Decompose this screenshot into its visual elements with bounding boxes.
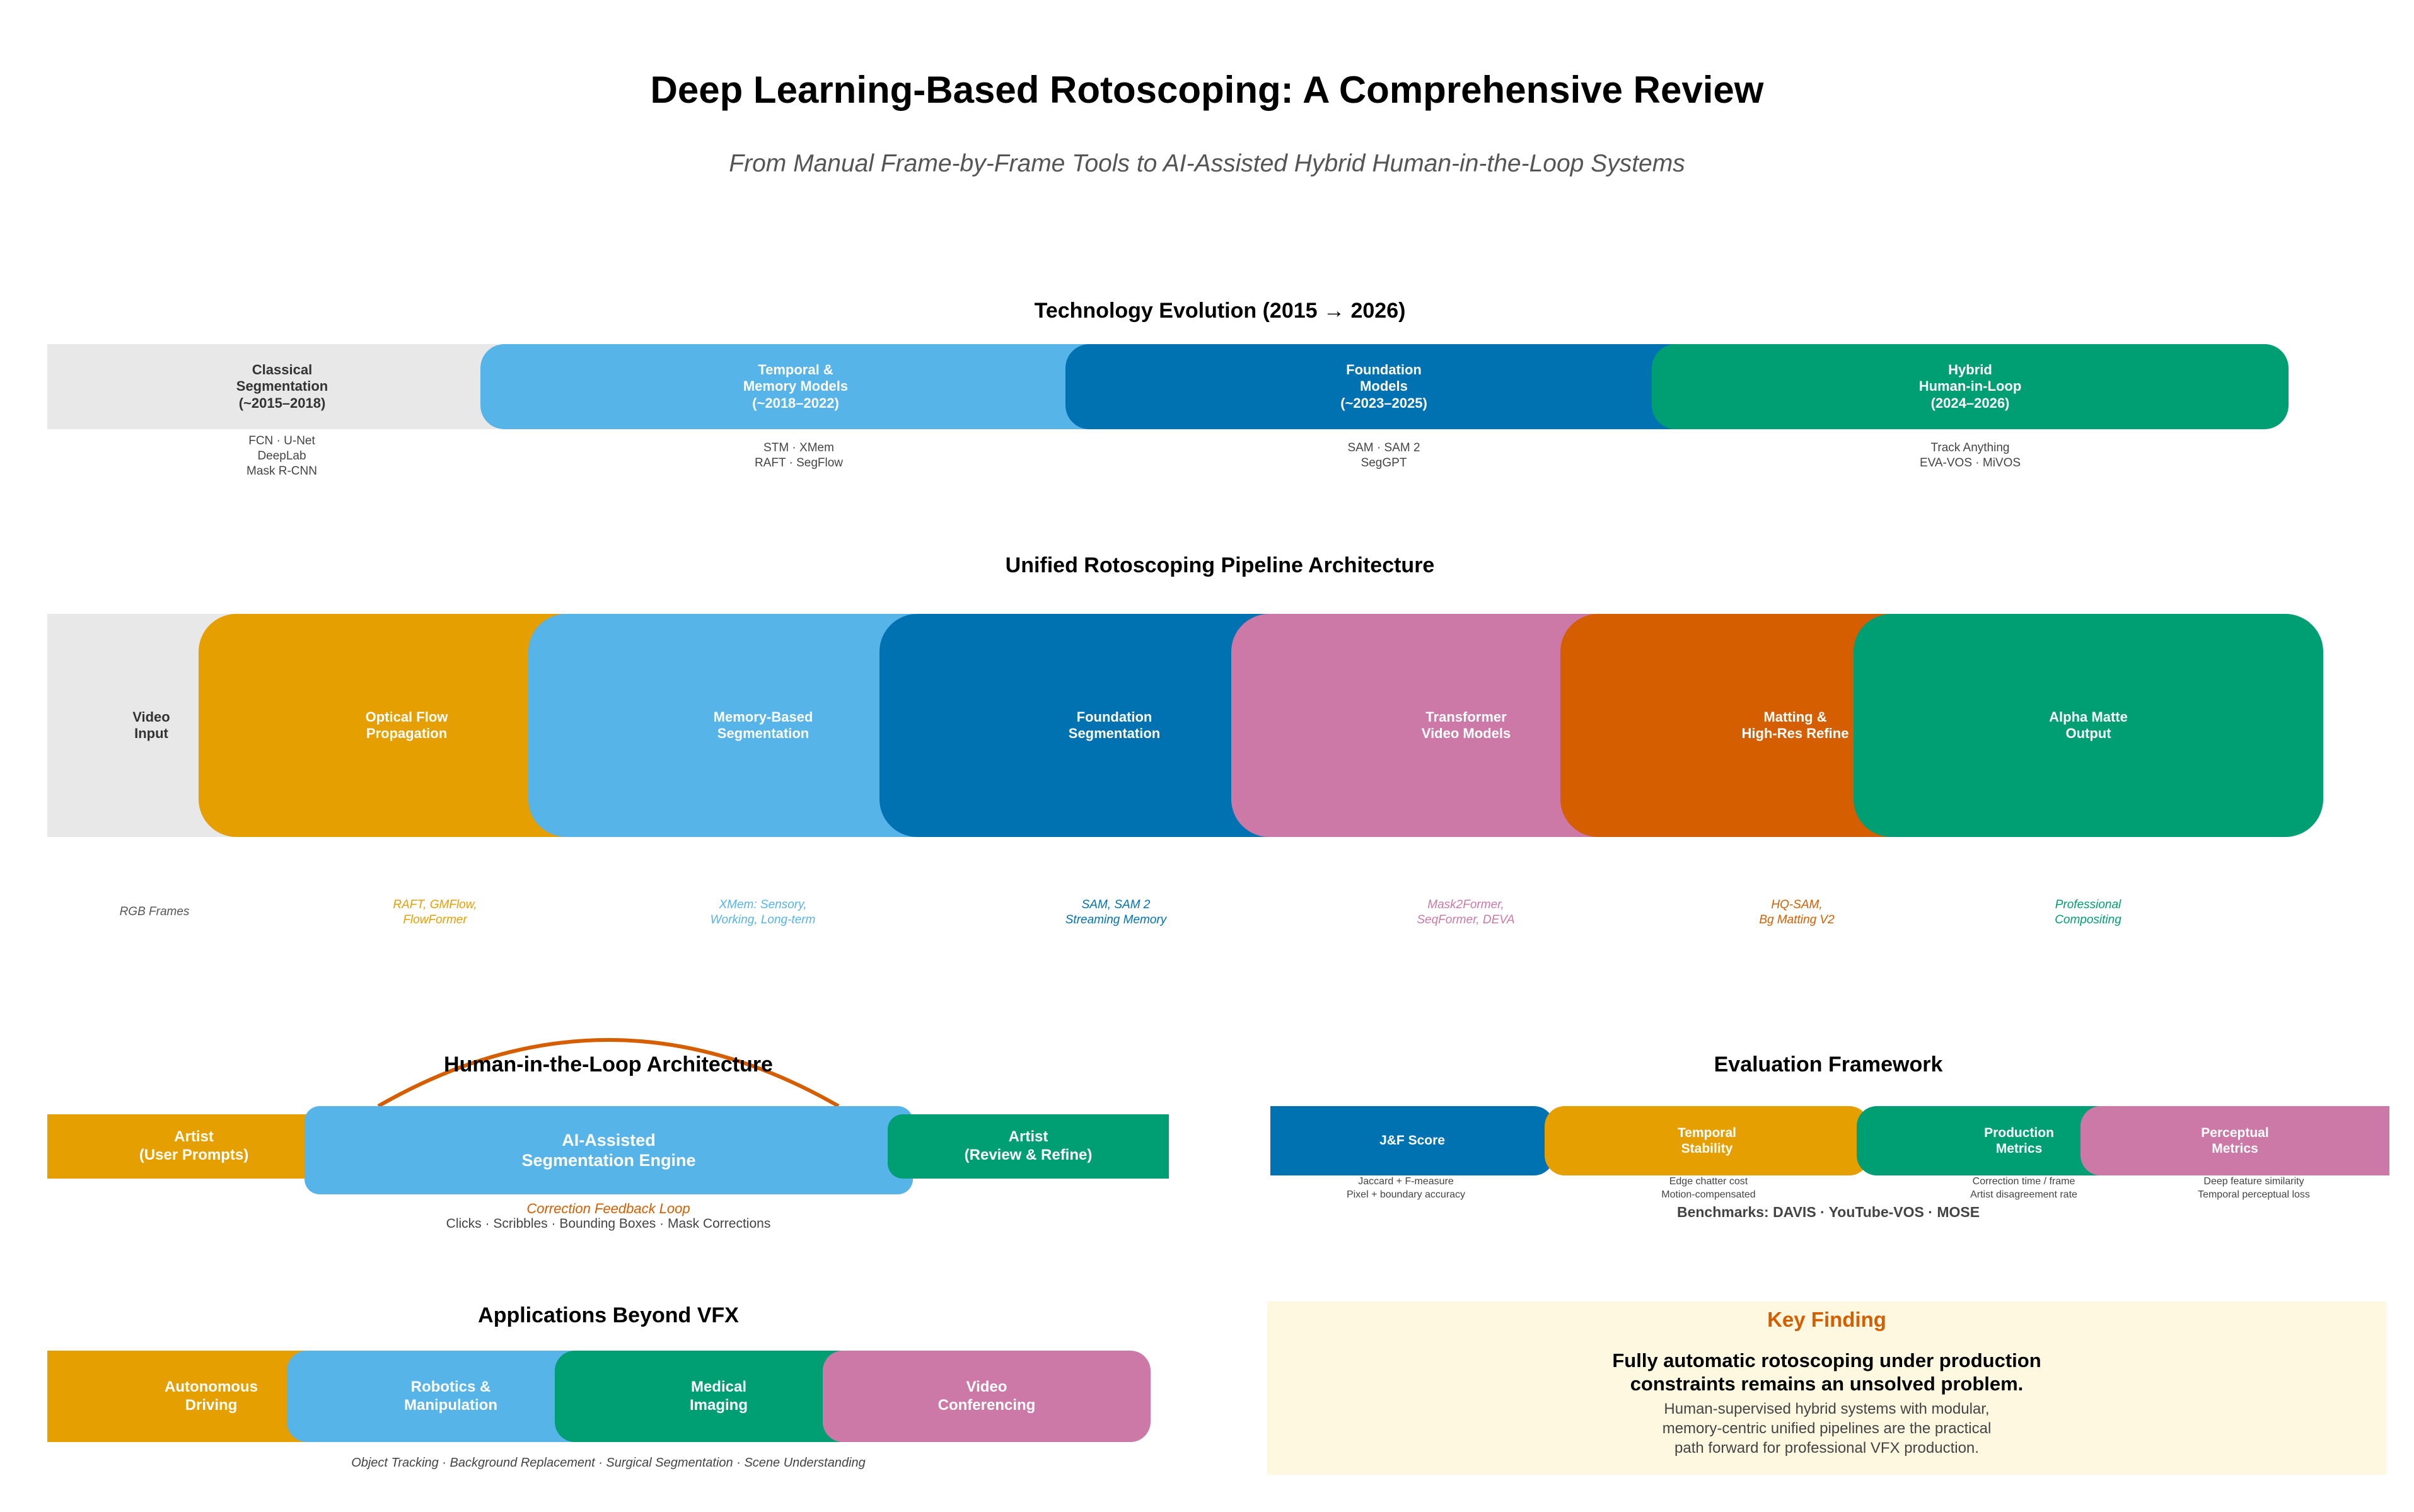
artist-review-box: Artist (Review & Refine) <box>888 1114 1169 1179</box>
artist-prompts-box: Artist (User Prompts) <box>47 1114 340 1179</box>
evolution-stage-hybrid: Hybrid Human-in-Loop (2024–2026) <box>1652 344 2289 429</box>
metric-note-perceptual: Deep feature similarity Temporal perceptual loss <box>2198 1176 2310 1200</box>
evolution-title: Technology Evolution (2015 → 2026) <box>1034 299 1406 323</box>
hil-title: Human-in-the-Loop Architecture <box>444 1053 773 1076</box>
metric-note-production: Correction time / frame Artist disagreement rate <box>1970 1176 2077 1200</box>
evolution-stage-classical: Classical Segmentation (~2015–2018) <box>47 344 517 429</box>
key-finding-heading: Key Finding <box>1767 1308 1886 1331</box>
pipeline-note-video-input: RGB Frames <box>119 905 190 918</box>
metric-note-jf-score: Jaccard + F-measure Pixel + boundary accuracy <box>1346 1176 1466 1200</box>
pipeline-stage-alpha-output: Alpha Matte Output <box>1854 614 2323 837</box>
evolution-methods-temporal: STM · XMem RAFT · SegFlow <box>754 441 844 470</box>
metric-jf-score: J&F Score <box>1270 1106 1554 1175</box>
pipeline-note-memory-segmentation: XMem: Sensory, Working, Long-term <box>710 898 816 926</box>
metric-perceptual: Perceptual Metrics <box>2080 1106 2389 1175</box>
applications-title: Applications Beyond VFX <box>478 1303 739 1327</box>
page-subtitle: From Manual Frame-by-Frame Tools to AI-Assisted Hybrid Human-in-the-Loop Systems <box>729 150 1685 177</box>
pipeline-stage-video-input: Video Input <box>47 614 255 837</box>
evolution-stage-foundation: Foundation Models (~2023–2025) <box>1065 344 1702 429</box>
evolution-methods-foundation: SAM · SAM 2 SegGPT <box>1347 441 1420 470</box>
pipeline-note-optical-flow: RAFT, GMFlow, FlowFormer <box>393 898 477 926</box>
pipeline-note-alpha-output: Professional Compositing <box>2055 898 2121 926</box>
pipeline-stage-memory-segmentation: Memory-Based Segmentation <box>528 614 998 837</box>
evolution-stage-temporal: Temporal & Memory Models (~2018–2022) <box>480 344 1111 429</box>
evolution-methods-hybrid: Track Anything EVA-VOS · MiVOS <box>1919 441 2021 470</box>
pipeline-title: Unified Rotoscoping Pipeline Architecture <box>1005 553 1435 577</box>
pipeline-stage-foundation-segmentation: Foundation Segmentation <box>879 614 1349 837</box>
application-autonomous-driving: Autonomous Driving <box>47 1351 375 1442</box>
ai-segmentation-engine-box: AI-Assisted Segmentation Engine <box>305 1106 913 1194</box>
page-title: Deep Learning-Based Rotoscoping: A Comprehensive Review <box>650 69 1764 111</box>
applications-uses: Object Tracking · Background Replacement · Surgical Segmentation · Scene Understanding <box>351 1456 866 1470</box>
pipeline-stage-matting-refine: Matting & High-Res Refine <box>1560 614 2030 837</box>
pipeline-stage-optical-flow: Optical Flow Propagation <box>199 614 615 837</box>
benchmarks-line: Benchmarks: DAVIS · YouTube-VOS · MOSE <box>1676 1204 1980 1220</box>
application-video-conferencing: Video Conferencing <box>823 1351 1151 1442</box>
key-finding-statement: Fully automatic rotoscoping under production constraints remains an unsolved problem. <box>1612 1349 2041 1395</box>
evaluation-title: Evaluation Framework <box>1714 1053 1943 1076</box>
pipeline-note-transformer-models: Mask2Former, SeqFormer, DEVA <box>1417 898 1515 926</box>
pipeline-stage-transformer-models: Transformer Video Models <box>1231 614 1701 837</box>
key-finding-detail: Human-supervised hybrid systems with modular, memory-centric unified pipelines are the practical path forward for professional VFX production. <box>1662 1400 1992 1457</box>
application-robotics: Robotics & Manipulation <box>287 1351 615 1442</box>
key-finding-panel <box>1267 1301 2386 1475</box>
metric-note-temporal-stability: Edge chatter cost Motion-compensated <box>1661 1176 1756 1200</box>
pipeline-note-matting-refine: HQ-SAM, Bg Matting V2 <box>1759 898 1835 926</box>
metric-temporal-stability: Temporal Stability <box>1545 1106 1869 1175</box>
application-medical-imaging: Medical Imaging <box>555 1351 883 1442</box>
pipeline-note-foundation-segmentation: SAM, SAM 2 Streaming Memory <box>1065 898 1167 926</box>
evolution-methods-classical: FCN · U-Net DeepLab Mask R-CNN <box>247 434 317 478</box>
feedback-loop-label: Correction Feedback Loop <box>526 1201 690 1216</box>
metric-production: Production Metrics <box>1857 1106 2181 1175</box>
hil-interactions: Clicks · Scribbles · Bounding Boxes · Mask Corrections <box>446 1216 771 1231</box>
